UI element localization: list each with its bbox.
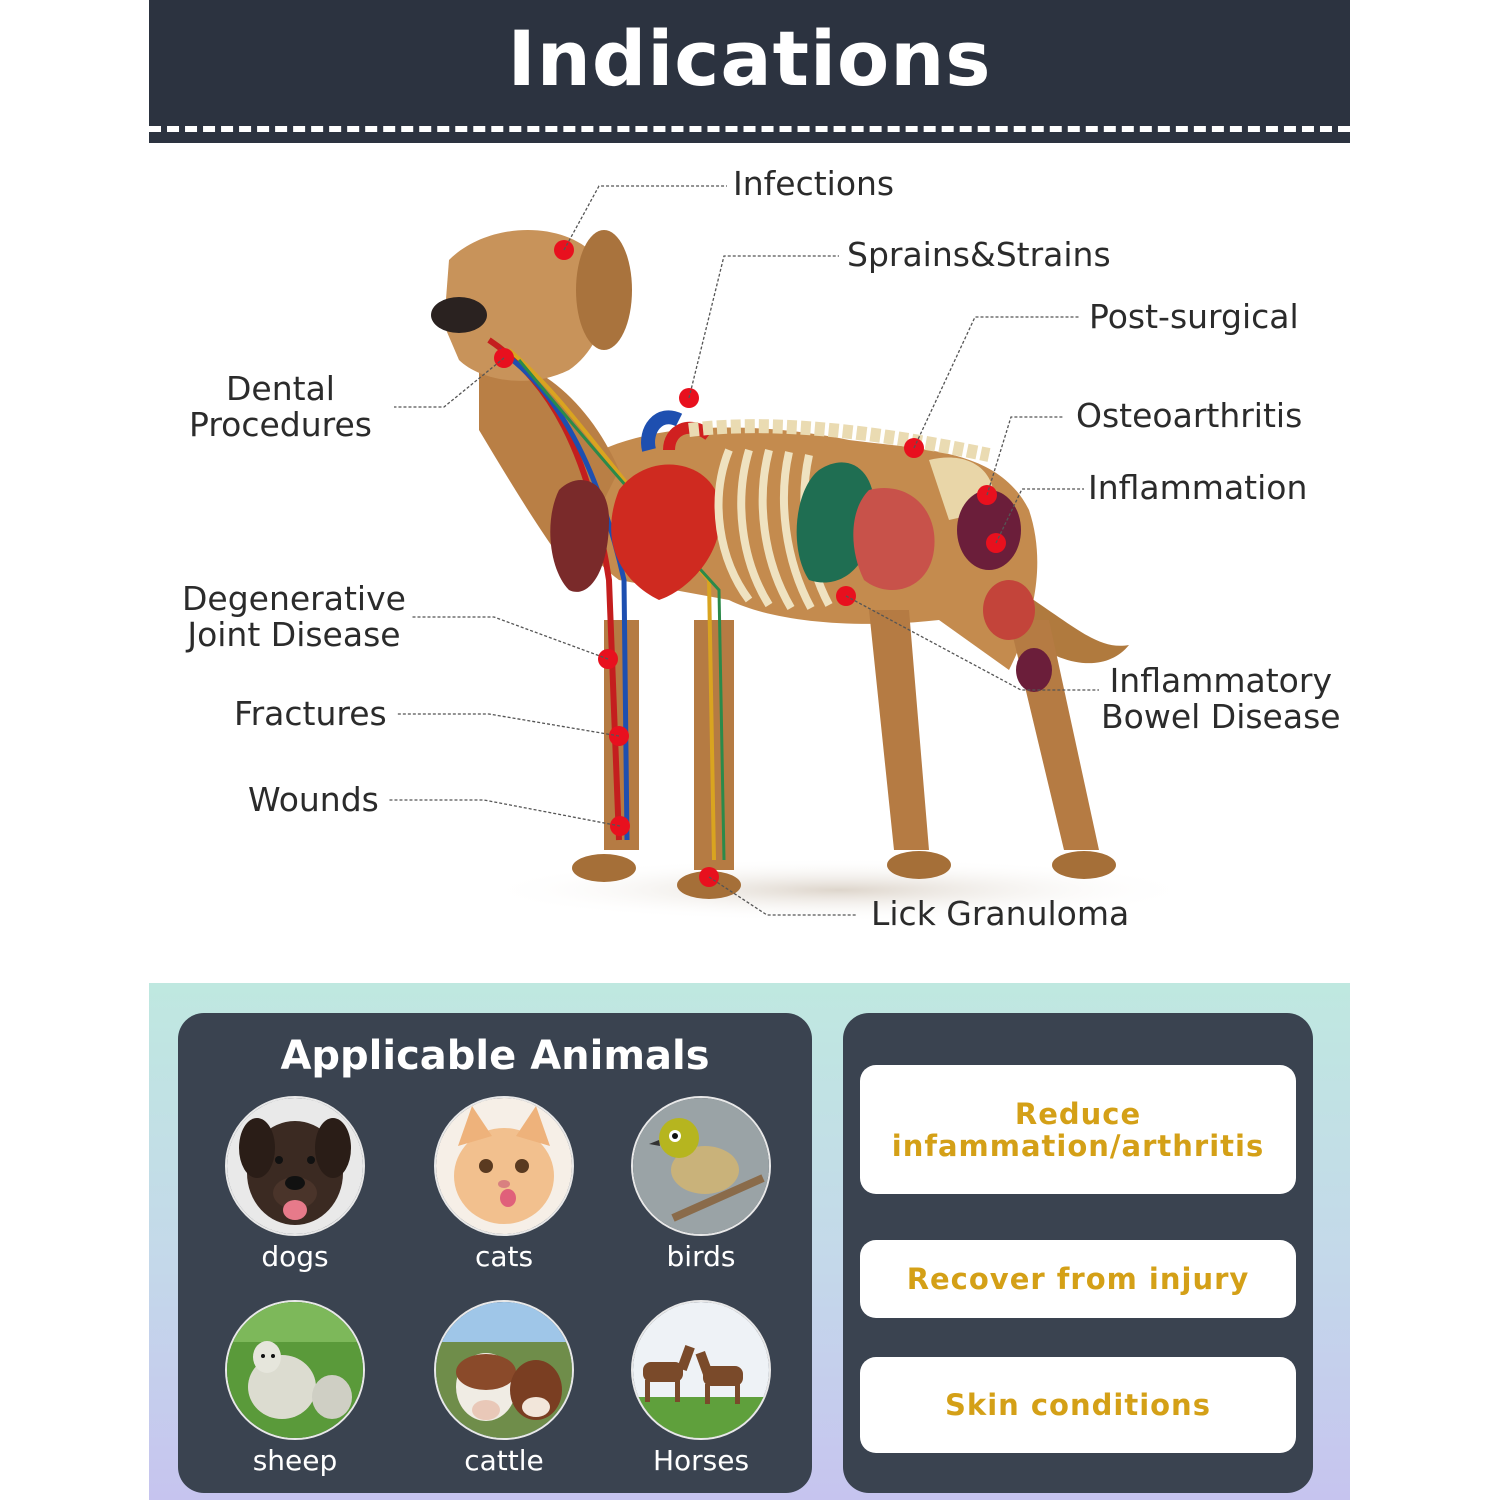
benefit-reduce-inflammation: Reduce infammation/arthritis [860, 1065, 1296, 1194]
animal-birds [626, 1096, 776, 1286]
benefits-panel [843, 1013, 1313, 1493]
animal-cattle [429, 1300, 579, 1490]
indication-inflammatory-bowel-disease: Inflammatory Bowel Disease [1101, 661, 1341, 736]
animal-name-cattle: cattle [464, 1444, 544, 1477]
bird-photo-icon [631, 1096, 771, 1236]
animal-name-horses: Horses [652, 1444, 750, 1477]
bottom-section [149, 983, 1350, 1500]
page-title: Indications [507, 14, 992, 103]
cattle-photo-icon [434, 1300, 574, 1440]
dog-anatomy-diagram [149, 150, 1350, 970]
indication-wounds: Wounds [248, 780, 379, 819]
indication-fractures: Fractures [234, 694, 387, 733]
indication-osteoarthritis: Osteoarthritis [1076, 396, 1303, 435]
dog-photo-icon [225, 1096, 365, 1236]
header-banner [149, 0, 1350, 143]
horse-photo-icon [631, 1300, 771, 1440]
animal-cats [429, 1096, 579, 1286]
dog-anatomy-illustration [149, 150, 1350, 970]
cat-photo-icon [434, 1096, 574, 1236]
indication-inflammation: Inflammation [1088, 468, 1308, 507]
animal-name-dogs: dogs [261, 1240, 329, 1273]
sheep-photo-icon [225, 1300, 365, 1440]
animal-name-birds: birds [666, 1240, 736, 1273]
animal-horses [626, 1300, 776, 1490]
animal-name-sheep: sheep [252, 1444, 338, 1477]
animal-dogs [220, 1096, 370, 1286]
animal-name-cats: cats [474, 1240, 534, 1273]
indication-infections: Infections [733, 164, 895, 203]
indication-degenerative-joint-disease: Degenerative Joint Disease [182, 579, 406, 654]
applicable-animals-panel [178, 1013, 812, 1493]
applicable-animals-title: Applicable Animals [280, 1033, 710, 1079]
animal-sheep [220, 1300, 370, 1490]
benefit-skin-conditions: Skin conditions [860, 1357, 1296, 1453]
benefit-recover-from-injury: Recover from injury [860, 1240, 1296, 1318]
indication-post-surgical: Post-surgical [1089, 297, 1299, 336]
indication-dental-procedures: Dental Procedures [189, 369, 372, 444]
header-dashed-divider [149, 126, 1350, 132]
indication-lick-granuloma: Lick Granuloma [871, 894, 1130, 933]
indication-sprains-strains: Sprains&Strains [847, 235, 1111, 274]
